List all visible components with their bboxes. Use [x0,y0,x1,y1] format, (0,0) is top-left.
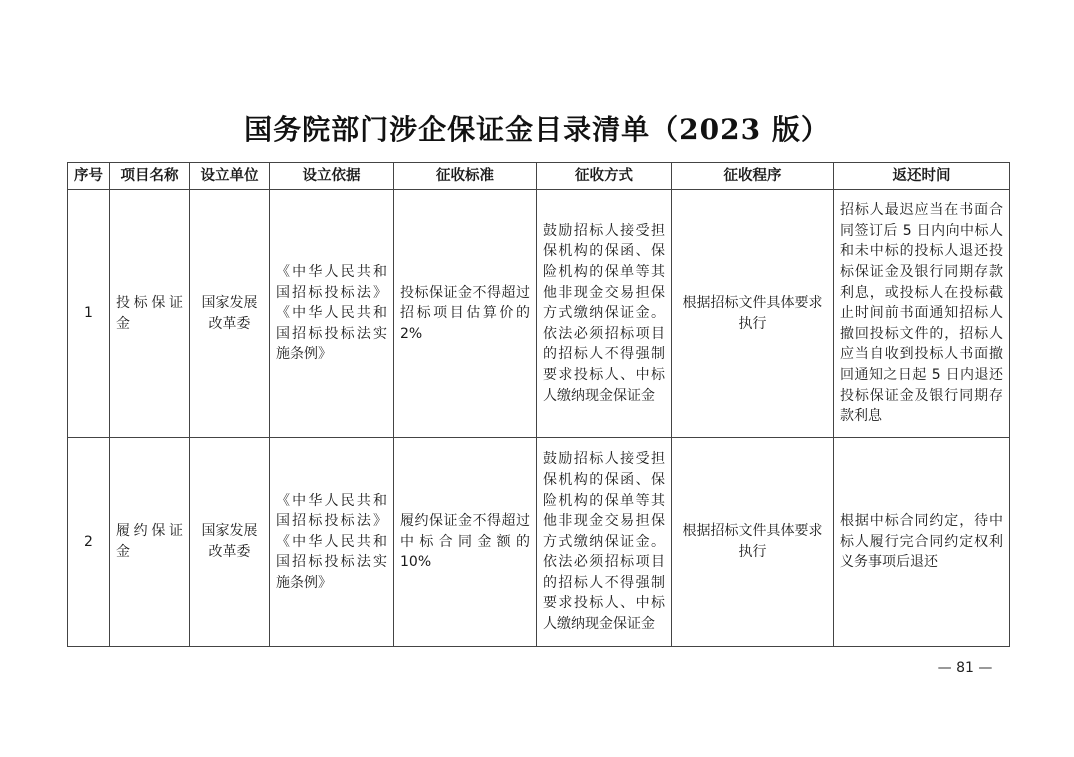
cell-seq: 1 [68,190,110,438]
header-refund: 返还时间 [834,163,1010,190]
page-number [930,660,1000,676]
table-row [68,438,1010,647]
cell-procedure: 根据招标文件具体要求执行 [672,190,834,438]
cell-procedure: 根据招标文件具体要求执行 [672,438,834,647]
cell-method: 鼓励招标人接受担保机构的保函、保险机构的保单等其他非现金交易担保方式缴纳保证金。依法必须招标项目的招标人不得强制要求投标人、中标人缴纳现金保证金 [537,190,672,438]
cell-name: 投标保证金 [110,190,190,438]
table-row [68,190,1010,438]
cell-standard: 投标保证金不得超过招标项目估算价的 2% [394,190,537,438]
cell-unit: 国家发展改革委 [190,190,270,438]
page-title: 国务院部门涉企保证金目录清单（2023 版） [244,113,830,146]
page-dash-right: — [978,660,993,676]
cell-standard: 履约保证金不得超过中标合同金额的 10% [394,438,537,647]
guarantee-deposit-table [67,162,1010,647]
cell-refund: 招标人最迟应当在书面合同签订后 5 日内向中标人和未中标的投标人退还投标保证金及银行同期存款利息，或投标人在投标截止时间前书面通知招标人撤回投标文件的，招标人应当自收到投标人书面撤回通知之日起 5 日内退还投标保证金及银行同期存款利息 [834,190,1010,438]
table-header-row [68,163,1010,190]
cell-basis: 《中华人民共和国招标投标法》《中华人民共和国招标投标法实施条例》 [270,190,394,438]
cell-seq: 2 [68,438,110,647]
header-method: 征收方式 [537,163,672,190]
header-procedure: 征收程序 [672,163,834,190]
header-standard: 征收标准 [394,163,537,190]
cell-unit: 国家发展改革委 [190,438,270,647]
cell-refund: 根据中标合同约定，待中标人履行完合同约定权利义务事项后退还 [834,438,1010,647]
cell-method: 鼓励招标人接受担保机构的保函、保险机构的保单等其他非现金交易担保方式缴纳保证金。依法必须招标项目的招标人不得强制要求投标人、中标人缴纳现金保证金 [537,438,672,647]
page-dash-left: — [937,660,952,676]
header-unit: 设立单位 [190,163,270,190]
page-number-value: 81 [956,660,974,676]
cell-name: 履约保证金 [110,438,190,647]
header-basis: 设立依据 [270,163,394,190]
header-seq: 序号 [68,163,110,190]
cell-basis: 《中华人民共和国招标投标法》《中华人民共和国招标投标法实施条例》 [270,438,394,647]
header-name: 项目名称 [110,163,190,190]
